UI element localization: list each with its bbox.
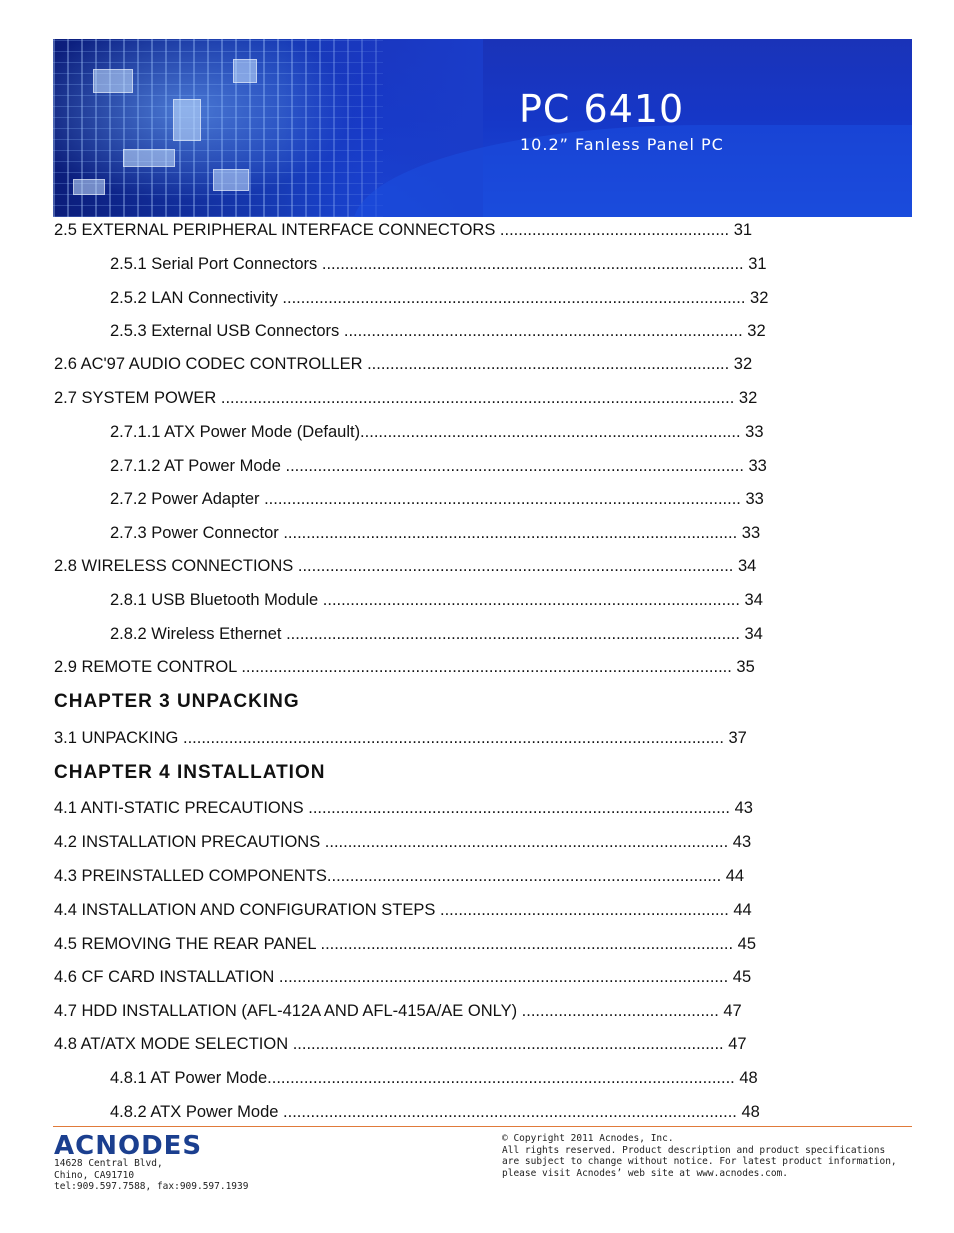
toc-entry[interactable]: 4.8 AT/ATX MODE SELECTION .............................................................................................. 47 [54, 1035, 747, 1053]
toc-entry[interactable]: 3.1 UNPACKING ...................................................................................................................... 37 [54, 729, 747, 747]
header-banner [53, 39, 912, 217]
toc-entry[interactable]: 4.6 CF CARD INSTALLATION .................................................................................................. 45 [54, 968, 752, 986]
toc-entry[interactable]: 2.6 AC'97 AUDIO CODEC CONTROLLER ............................................................................... 32 [54, 355, 753, 373]
footer-divider [53, 1126, 912, 1127]
toc-entry[interactable]: 2.5.2 LAN Connectivity ..................................................................................................... 32 [110, 289, 769, 307]
toc-entry[interactable]: 4.5 REMOVING THE REAR PANEL .......................................................................................... 45 [54, 935, 757, 953]
copyright-notice: © Copyright 2011 Acnodes, Inc. All rights reserved. Product description and product specifications are subject to change without notice. For latest product information, please visit Acnodes’ web site at www.acnodes.com. [502, 1133, 897, 1179]
toc-entry[interactable]: 2.7 SYSTEM POWER ................................................................................................................ 32 [54, 389, 758, 407]
toc-entry[interactable]: 2.8 WIRELESS CONNECTIONS ............................................................................................... 34 [54, 557, 757, 575]
toc-entry[interactable]: 2.5.3 External USB Connectors ....................................................................................... 32 [110, 322, 766, 340]
toc-entry[interactable]: 4.8.2 ATX Power Mode ................................................................................................... 48 [110, 1103, 760, 1121]
toc-entry[interactable]: 2.8.2 Wireless Ethernet ................................................................................................... 34 [110, 625, 763, 643]
chapter-4-heading[interactable]: CHAPTER 4 INSTALLATION [54, 762, 326, 783]
toc-entry[interactable]: 4.1 ANTI-STATIC PRECAUTIONS ............................................................................................ 43 [54, 799, 753, 817]
toc-entry[interactable]: 4.4 INSTALLATION AND CONFIGURATION STEPS ............................................................... 44 [54, 901, 752, 919]
toc-entry[interactable]: 2.7.1.2 AT Power Mode .................................................................................................... 33 [110, 457, 767, 475]
product-title: PC 6410 [519, 87, 685, 131]
toc-entry[interactable]: 2.7.1.1 ATX Power Mode (Default)................................................................................... 33 [110, 423, 764, 441]
toc-entry[interactable]: 2.5.1 Serial Port Connectors ............................................................................................ 31 [110, 255, 767, 273]
acnodes-logo: ACNODES [54, 1131, 203, 1161]
toc-entry[interactable]: 2.5 EXTERNAL PERIPHERAL INTERFACE CONNECTORS .................................................. 31 [54, 221, 753, 239]
chapter-3-heading[interactable]: CHAPTER 3 UNPACKING [54, 691, 300, 712]
company-address: 14628 Central Blvd, Chino, CA91710 tel:909.597.7588, fax:909.597.1939 [54, 1158, 249, 1192]
toc-entry[interactable]: 4.8.1 AT Power Mode...................................................................................................... 48 [110, 1069, 758, 1087]
toc-entry[interactable]: 2.8.1 USB Bluetooth Module ........................................................................................... 34 [110, 591, 763, 609]
product-subtitle: 10.2” Fanless Panel PC [520, 135, 724, 154]
toc-entry[interactable]: 4.3 PREINSTALLED COMPONENTS...................................................................................... 44 [54, 867, 745, 885]
toc-entry[interactable]: 4.2 INSTALLATION PRECAUTIONS ........................................................................................ 43 [54, 833, 752, 851]
toc-entry[interactable]: 2.7.2 Power Adapter ........................................................................................................ 33 [110, 490, 764, 508]
toc-entry[interactable]: 4.7 HDD INSTALLATION (AFL-412A AND AFL-415A/AE ONLY) ........................................... 47 [54, 1002, 742, 1020]
toc-entry[interactable]: 2.9 REMOTE CONTROL ........................................................................................................... 35 [54, 658, 755, 676]
toc-entry[interactable]: 2.7.3 Power Connector ................................................................................................... 33 [110, 524, 761, 542]
